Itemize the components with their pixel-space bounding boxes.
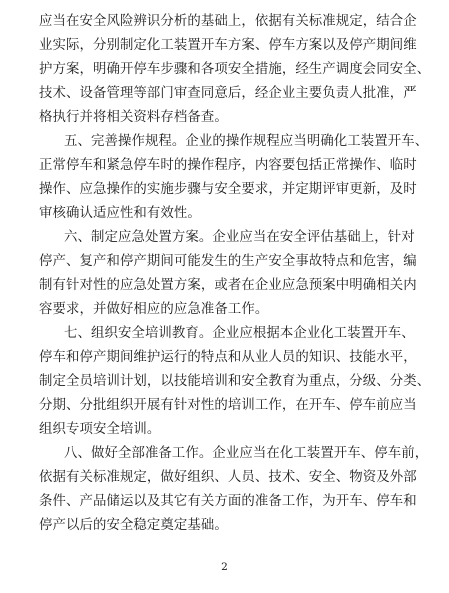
text-line: 业实际，分别制定化工装置开车方案、停车方案以及停产期间维 bbox=[39, 38, 417, 53]
text-line: 格执行并将相关资料存档备查。 bbox=[39, 110, 228, 125]
text-line: 停产、复产和停产期间可能发生的生产安全事故特点和危害，编 bbox=[39, 254, 417, 269]
text-line: 条件、产品储运以及其它有关方面的准备工作，为开车、停车和 bbox=[39, 494, 417, 509]
section-seven-heading-line: 七、组织安全培训教育。企业应根据本企业化工装置开车、 bbox=[64, 326, 415, 341]
text-line: 正常停车和紧急停车时的操作程序，内容要包括正常操作、临时 bbox=[39, 158, 417, 173]
text-line: 护方案，明确开停车步骤和各项安全措施，经生产调度会同安全、 bbox=[39, 62, 431, 77]
text-line: 操作、应急操作的实施步骤与安全要求，并定期评审更新，及时 bbox=[39, 182, 417, 197]
section-eight-heading-line: 八、做好全部准备工作。企业应当在化工装置开车、停车前， bbox=[64, 446, 429, 461]
text-line: 分期、分批组织开展有针对性的培训工作，在开车、停车前应当 bbox=[39, 398, 417, 413]
text-line: 制定全员培训计划，以技能培训和安全教育为重点，分级、分类、 bbox=[39, 374, 431, 389]
text-line: 技术、设备管理等部门审查同意后，经企业主要负责人批准，严 bbox=[39, 86, 417, 101]
text-line: 停车和停产期间维护运行的特点和从业人员的知识、技能水平， bbox=[39, 350, 417, 365]
text-line: 制有针对性的应急处置方案，或者在企业应急预案中明确相关内 bbox=[39, 278, 417, 293]
text-line: 审核确认适应性和有效性。 bbox=[39, 206, 201, 221]
text-line: 依据有关标准规定，做好组织、人员、技术、安全、物资及外部 bbox=[39, 470, 417, 485]
text-line: 容要求，并做好相应的应急准备工作。 bbox=[39, 302, 269, 317]
text-line: 组织专项安全培训。 bbox=[39, 422, 161, 437]
section-six-heading-line: 六、制定应急处置方案。企业应当在安全评估基础上，针对 bbox=[64, 230, 415, 245]
page-number: 2 bbox=[221, 561, 228, 573]
text-line: 应当在安全风险辨识分析的基础上，依据有关标准规定，结合企 bbox=[39, 14, 417, 29]
section-five-heading-line: 五、完善操作规程。企业的操作规程应当明确化工装置开车、 bbox=[64, 134, 429, 149]
text-line: 停产以后的安全稳定奠定基础。 bbox=[39, 518, 228, 533]
